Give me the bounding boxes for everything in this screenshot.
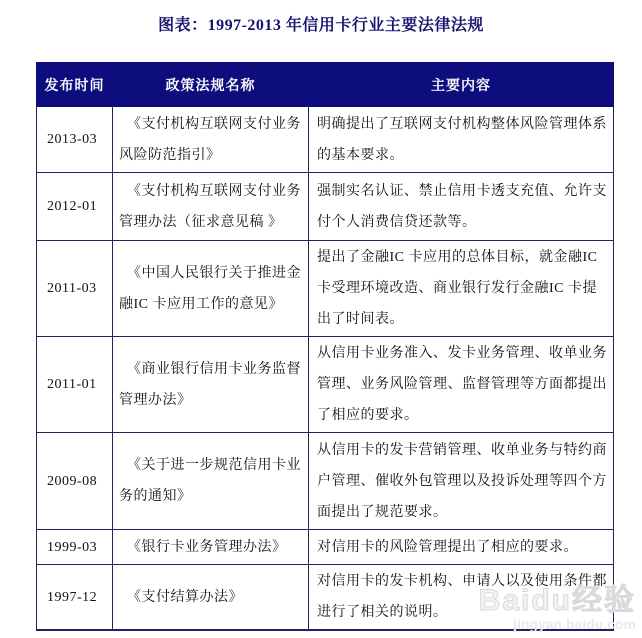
cell-content: 提出了金融IC 卡应用的总体目标，就金融IC 卡受理环境改造、商业银行发行金融IC 卡提出了时间表。 bbox=[309, 241, 614, 337]
cell-content: 从信用卡业务准入、发卡业务管理、收单业务管理、业务风险管理、监督管理等方面都提出了相应的要求。 bbox=[309, 337, 614, 433]
cell-policy-name: 《商业银行信用卡业务监督管理办法》 bbox=[113, 337, 309, 433]
table-row bbox=[37, 173, 614, 241]
cell-date: 1997-12 bbox=[37, 565, 113, 631]
watermark-url-text: jingyan.baidu.com bbox=[513, 615, 636, 632]
cell-policy-name: 《支付结算办法》 bbox=[113, 565, 309, 631]
cell-date: 2011-01 bbox=[37, 337, 113, 433]
cell-content: 从信用卡的发卡营销管理、收单业务与特约商户管理、催收外包管理以及投诉处理等四个方面提出了规范要求。 bbox=[309, 433, 614, 530]
cell-date: 2009-08 bbox=[37, 433, 113, 530]
cell-date: 2013-03 bbox=[37, 107, 113, 173]
cell-policy-name: 《支付机构互联网支付业务管理办法（征求意见稿 》 bbox=[113, 173, 309, 241]
table-body bbox=[37, 107, 614, 631]
cell-content: 对信用卡的风险管理提出了相应的要求。 bbox=[309, 530, 614, 565]
law-table bbox=[36, 62, 614, 631]
table-row bbox=[37, 107, 614, 173]
figure-title: 图表：1997-2013 年信用卡行业主要法律法规 bbox=[158, 17, 484, 34]
table-row bbox=[37, 433, 614, 530]
cell-policy-name: 《银行卡业务管理办法》 bbox=[113, 530, 309, 565]
table-header bbox=[37, 63, 614, 107]
table-row bbox=[37, 241, 614, 337]
cell-date: 1999-03 bbox=[37, 530, 113, 565]
table-row bbox=[37, 337, 614, 433]
header-policy-name: 政策法规名称 bbox=[113, 63, 309, 107]
cell-content: 明确提出了互联网支付机构整体风险管理体系的基本要求。 bbox=[309, 107, 614, 173]
cell-date: 2012-01 bbox=[37, 173, 113, 241]
law-table-container bbox=[36, 62, 613, 631]
table-row bbox=[37, 565, 614, 631]
header-row bbox=[37, 63, 614, 107]
cell-policy-name: 《中国人民银行关于推进金融IC 卡应用工作的意见》 bbox=[113, 241, 309, 337]
watermark-brand-text: Baidu经验 bbox=[478, 584, 636, 617]
cell-policy-name: 《支付机构互联网支付业务风险防范指引》 bbox=[113, 107, 309, 173]
cell-date: 2011-03 bbox=[37, 241, 113, 337]
cell-content: 对信用卡的发卡机构、申请人以及使用条件都进行了相关的说明。 bbox=[309, 565, 614, 631]
cell-policy-name: 《关于进一步规范信用卡业务的通知》 bbox=[113, 433, 309, 530]
header-publish-date: 发布时间 bbox=[37, 63, 113, 107]
header-main-content: 主要内容 bbox=[309, 63, 614, 107]
table-row bbox=[37, 530, 614, 565]
cell-content: 强制实名认证、禁止信用卡透支充值、允许支付个人消费信贷还款等。 bbox=[309, 173, 614, 241]
